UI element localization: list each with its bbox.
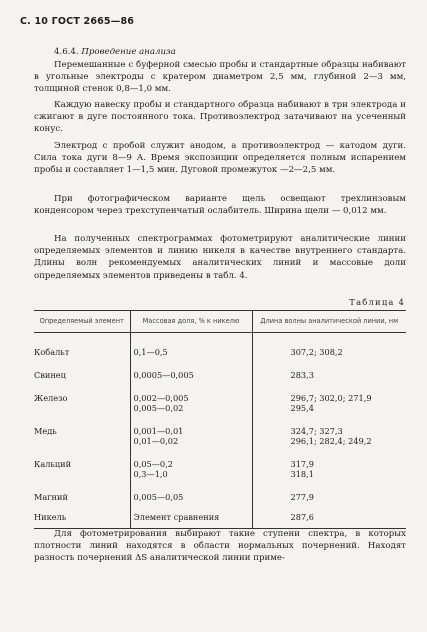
table-row bbox=[34, 361, 406, 384]
cell-fraction: 0,005—0,05 bbox=[130, 483, 252, 506]
paragraph-3: Электрод с пробой служит анодом, а противоэлектрод — катодом дуги. Сила тока дуги 8—9 А. Время экспозиции определяется полным испарением пробы и составляет 1—1,5 мин. Дуговой промежуток —2—2,5 мм. bbox=[34, 141, 406, 176]
cell-fraction: 0,0005—0,005 bbox=[130, 361, 252, 384]
page-header: С. 10 ГОСТ 2665—86 bbox=[20, 16, 135, 27]
cell-wavelength: 283,3 bbox=[252, 361, 406, 384]
cell-wavelength: 317,9 318,1 bbox=[252, 450, 406, 483]
data-table bbox=[34, 310, 406, 529]
header-wavelength: Длина волны аналитической линии, нм bbox=[252, 311, 406, 333]
cell-fraction: Элемент сравнения bbox=[130, 506, 252, 529]
header-fraction: Массовая доля, % к никелю bbox=[130, 311, 252, 333]
paragraph-6: Для фотометрирования выбирают такие ступени спектра, в которых плотности линий находятся в области нормальных почернений. Находят разность почернений ΔS аналитической линии приме- bbox=[34, 529, 406, 564]
paragraph-4: При фотографическом варианте щель освещают трехлинзовым конденсором через трехступенчатый ослабитель. Ширина щели — 0,012 мм. bbox=[34, 194, 406, 217]
table-row bbox=[34, 384, 406, 417]
cell-wavelength: 287,6 bbox=[252, 506, 406, 529]
table-row bbox=[34, 333, 406, 362]
cell-fraction: 0,05—0,2 0,3—1,0 bbox=[130, 450, 252, 483]
cell-element: Магний bbox=[34, 492, 68, 502]
paragraph-5: На полученных спектрограммах фотометрируют аналитические линии определяемых элементов и линию никеля в качестве внутреннего стандарта. Длины волн рекомендуемых аналитических линий и массовые доли определяемых элементов приведены в табл. 4. bbox=[34, 234, 406, 281]
paragraph-2: Каждую навеску пробы и стандартного образца набивают в три электрода и сжигают в дуге постоянного тока. Противоэлектрод затачивают на усеченный конус. bbox=[34, 100, 406, 135]
cell-fraction: 0,002—0,005 0,005—0,02 bbox=[130, 384, 252, 417]
paragraph-1: Перемешанные с буферной смесью пробы и стандартные образцы набивают в угольные электроды с кратером диаметром 2,5 мм, глубиной 2—3 мм, толщиной стенок 0,8—1,0 мм. bbox=[34, 60, 406, 95]
cell-wavelength: 324,7; 327,3 296,1; 282,4; 249,2 bbox=[252, 417, 406, 450]
cell-wavelength: 277,9 bbox=[252, 483, 406, 506]
cell-wavelength: 296,7; 302,0; 271,9 295,4 bbox=[252, 384, 406, 417]
section-heading bbox=[34, 46, 406, 58]
table-row bbox=[34, 506, 406, 529]
table-row bbox=[34, 417, 406, 450]
cell-element: Медь bbox=[34, 426, 57, 436]
cell-wavelength: 307,2; 308,2 bbox=[252, 333, 406, 362]
table-row bbox=[34, 450, 406, 483]
section-number: 4.6.4. bbox=[54, 47, 79, 57]
table-header-row bbox=[34, 311, 406, 333]
table-caption: Таблица 4 bbox=[349, 297, 405, 307]
table-row bbox=[34, 483, 406, 506]
section-title: Проведение анализа bbox=[81, 47, 176, 57]
cell-element: Кобальт bbox=[34, 347, 70, 357]
cell-fraction: 0,1—0,5 bbox=[130, 333, 252, 362]
cell-element: Свинец bbox=[34, 370, 66, 380]
cell-element: Кальций bbox=[34, 459, 72, 469]
cell-element: Железо bbox=[34, 393, 68, 403]
cell-element: Никель bbox=[34, 506, 130, 529]
header-element: Определяемый элемент bbox=[34, 311, 130, 333]
cell-fraction: 0,001—0,01 0,01—0,02 bbox=[130, 417, 252, 450]
